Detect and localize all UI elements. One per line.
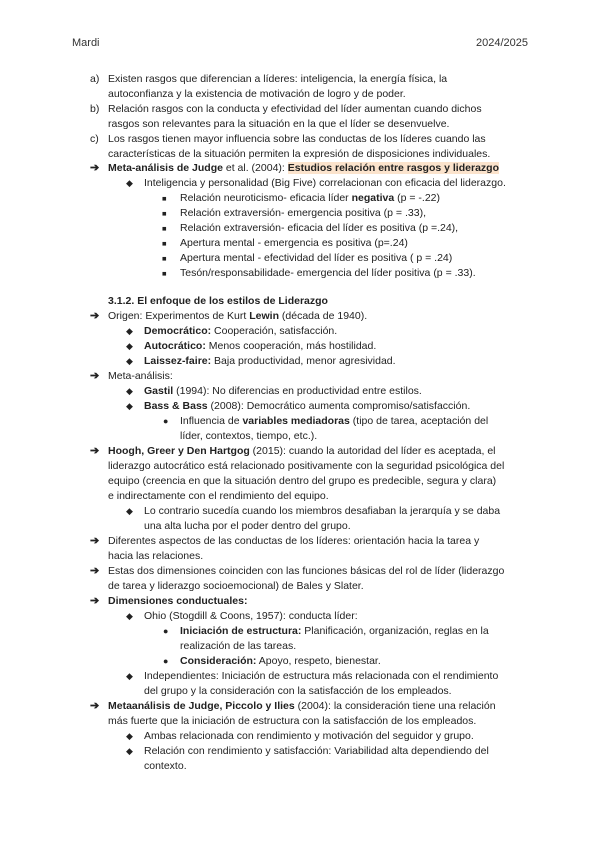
influencia-text: Influencia de <box>180 415 243 427</box>
influencia-line1 <box>180 414 488 429</box>
bass-bold: Bass & Bass <box>144 400 208 412</box>
header-right: 2024/2025 <box>476 37 528 49</box>
bass-text: (2008): Democrático aumenta compromiso/satisfacción. <box>207 400 471 412</box>
diamond-bullet-icon: ◆ <box>126 356 133 366</box>
dimcond-title: Dimensiones conductuales: <box>108 595 248 607</box>
gastil-bold: Gastil <box>144 385 174 397</box>
influencia-text: (tipo de tarea, aceptación del <box>349 415 489 427</box>
diamond-bullet-icon: ◆ <box>126 731 133 741</box>
metajudge2-bullet2-line1: Relación con rendimiento y satisfacción: Variabilidad alta dependiendo del <box>144 745 489 757</box>
arrow-icon: ➔ <box>90 310 100 322</box>
style-label: Autocrático: <box>144 340 206 352</box>
metajudge2-bullet1: Ambas relacionada con rendimiento y motivación del seguidor y grupo. <box>144 730 474 742</box>
diamond-bullet-icon: ◆ <box>126 746 133 756</box>
influencia-bold: variables mediadoras <box>242 415 350 427</box>
diamond-bullet-icon: ◆ <box>126 671 133 681</box>
meta-judge-bold: Meta-análisis de Judge <box>108 162 223 174</box>
style-democratic <box>144 324 337 339</box>
meta-judge-line <box>108 161 499 176</box>
diamond-bullet-icon: ◆ <box>126 611 133 621</box>
square-bullet-icon: ■ <box>162 194 167 203</box>
arrow-icon: ➔ <box>90 370 100 382</box>
arrow-icon: ➔ <box>90 535 100 547</box>
bigfive-line: Inteligencia y personalidad (Big Five) correlacionan con eficacia del liderazgo. <box>144 177 506 189</box>
diamond-bullet-icon: ◆ <box>126 326 133 336</box>
dot-bullet-icon: ● <box>163 626 169 636</box>
dot-bullet-icon: ● <box>163 416 169 426</box>
list-item-c-line1: Los rasgos tienen mayor influencia sobre las conductas de los líderes cuando las <box>108 133 486 145</box>
arrow-icon: ➔ <box>90 162 100 174</box>
meta-judge-highlight: Estudios relación entre rasgos y liderazgo <box>287 162 499 174</box>
gastil-text: (1994): No diferencias en productividad entre estilos. <box>173 385 422 397</box>
metajudge2-bold: Metaanálisis de Judge, Piccolo y Ilies <box>108 700 295 712</box>
arrow-icon: ➔ <box>90 700 100 712</box>
style-autocratic <box>144 339 376 354</box>
header-left: Mardi <box>72 37 100 49</box>
style-text: Menos cooperación, más hostilidad. <box>205 340 377 352</box>
meta2-label: Meta-análisis: <box>108 370 173 382</box>
hoogh-sub-line2: una alta lucha por el poder dentro del grupo. <box>144 520 351 532</box>
hoogh-line4: e indirectamente con el rendimiento del equipo. <box>108 490 329 502</box>
hoogh-text: (2015): cuando la autoridad del líder es aceptada, el <box>249 445 496 457</box>
corr-line-5: Apertura mental - efectividad del líder es positiva ( p = .24) <box>180 252 453 264</box>
diamond-bullet-icon: ◆ <box>126 401 133 411</box>
iniciacion-line1 <box>180 624 489 639</box>
gastil-line <box>144 384 422 399</box>
list-item-a-line2: autoconfianza y la existencia de motivación de logro y de poder. <box>108 88 406 100</box>
square-bullet-icon: ■ <box>162 269 167 278</box>
metajudge2-line2: más fuerte que la iniciación de estructura con la satisfacción de los empleados. <box>108 715 477 727</box>
bass-line <box>144 399 470 414</box>
hoogh-bold: Hoogh, Greer y Den Hartgog <box>108 445 250 457</box>
diamond-bullet-icon: ◆ <box>126 506 133 516</box>
consideracion-text: Apoyo, respeto, bienestar. <box>256 655 381 667</box>
square-bullet-icon: ■ <box>162 224 167 233</box>
list-item-c-line2: características de la situación permiten la expresión de disposiciones individuales. <box>108 148 491 160</box>
corr-text: (p = -.22) <box>394 192 440 204</box>
hoogh-line2: liderazgo autocrático está relacionado positivamente con la seguridad psicológica del <box>108 460 505 472</box>
dims-line2: de tarea y liderazgo socioemocional) de Bales y Slater. <box>108 580 364 592</box>
influencia-line2: líder, contextos, tiempo, etc.). <box>180 430 318 442</box>
hoogh-line1 <box>108 444 496 459</box>
corr-line-6: Tesón/responsabilidade- emergencia del líder positiva (p = .33). <box>180 267 476 279</box>
diamond-bullet-icon: ◆ <box>126 178 133 188</box>
corr-line-4: Apertura mental - emergencia es positiva (p=.24) <box>180 237 408 249</box>
style-label: Democrático: <box>144 325 212 337</box>
corr-bold: negativa <box>351 192 395 204</box>
ohio-line: Ohio (Stogdill & Coons, 1957): conducta líder: <box>144 610 358 622</box>
aspects-line2: hacia las relaciones. <box>108 550 204 562</box>
corr-line-3: Relación extraversión- eficacia del líder es positiva (p =.24), <box>180 222 459 234</box>
iniciacion-line2: realización de las tareas. <box>180 640 297 652</box>
list-marker: a) <box>90 73 100 85</box>
arrow-icon: ➔ <box>90 595 100 607</box>
independientes-line2: del grupo y la consideración con la satisfacción de los empleados. <box>144 685 452 697</box>
section-title: 3.1.2. El enfoque de los estilos de Liderazgo <box>108 295 328 307</box>
independientes-line1: Independientes: Iniciación de estructura más relacionada con el rendimiento <box>144 670 499 682</box>
dot-bullet-icon: ● <box>163 656 169 666</box>
square-bullet-icon: ■ <box>162 254 167 263</box>
arrow-icon: ➔ <box>90 445 100 457</box>
list-marker: c) <box>90 133 99 145</box>
hoogh-sub-line1: Lo contrario sucedía cuando los miembros desafiaban la jerarquía y se daba <box>144 505 501 517</box>
dims-line1: Estas dos dimensiones coinciden con las funciones básicas del rol de líder (liderazgo <box>108 565 505 577</box>
list-item-b-line1: Relación rasgos con la conducta y efectividad del líder aumentan cuando dichos <box>108 103 482 115</box>
square-bullet-icon: ■ <box>162 209 167 218</box>
metajudge2-text: (2004): la consideración tiene una relación <box>294 700 496 712</box>
aspects-line1: Diferentes aspectos de las conductas de los líderes: orientación hacia la tarea y <box>108 535 480 547</box>
list-marker: b) <box>90 103 100 115</box>
arrow-icon: ➔ <box>90 565 100 577</box>
style-laissez-faire <box>144 354 396 369</box>
corr-line-1 <box>180 191 440 206</box>
origen-line <box>108 309 367 324</box>
consideracion-line <box>180 654 381 669</box>
origen-bold: Lewin <box>249 310 279 322</box>
corr-text: Relación neuroticismo- eficacia líder <box>180 192 352 204</box>
iniciacion-bold: Iniciación de estructura: <box>180 625 302 637</box>
metajudge2-line1 <box>108 699 496 714</box>
iniciacion-text: Planificación, organización, reglas en la <box>301 625 489 637</box>
diamond-bullet-icon: ◆ <box>126 341 133 351</box>
style-text: Baja productividad, menor agresividad. <box>211 355 396 367</box>
square-bullet-icon: ■ <box>162 239 167 248</box>
consideracion-bold: Consideración: <box>180 655 257 667</box>
diamond-bullet-icon: ◆ <box>126 386 133 396</box>
origen-text: (década de 1940). <box>279 310 368 322</box>
hoogh-line3: equipo (creencia en que la situación dentro del grupo es predecible, segura y clara) <box>108 475 497 487</box>
list-item-a-line1: Existen rasgos que diferencian a líderes: inteligencia, la energía física, la <box>108 73 448 85</box>
metajudge2-bullet2-line2: contexto. <box>144 760 187 772</box>
meta-judge-rest: et al. (2004): <box>222 162 288 174</box>
style-label: Laissez-faire: <box>144 355 212 367</box>
style-text: Cooperación, satisfacción. <box>211 325 338 337</box>
corr-line-2: Relación extraversión- emergencia positiva (p = .33), <box>180 207 426 219</box>
origen-text: Origen: Experimentos de Kurt <box>108 310 250 322</box>
list-item-b-line2: rasgos son relevantes para la situación en la que el líder se desenvuelve. <box>108 118 450 130</box>
